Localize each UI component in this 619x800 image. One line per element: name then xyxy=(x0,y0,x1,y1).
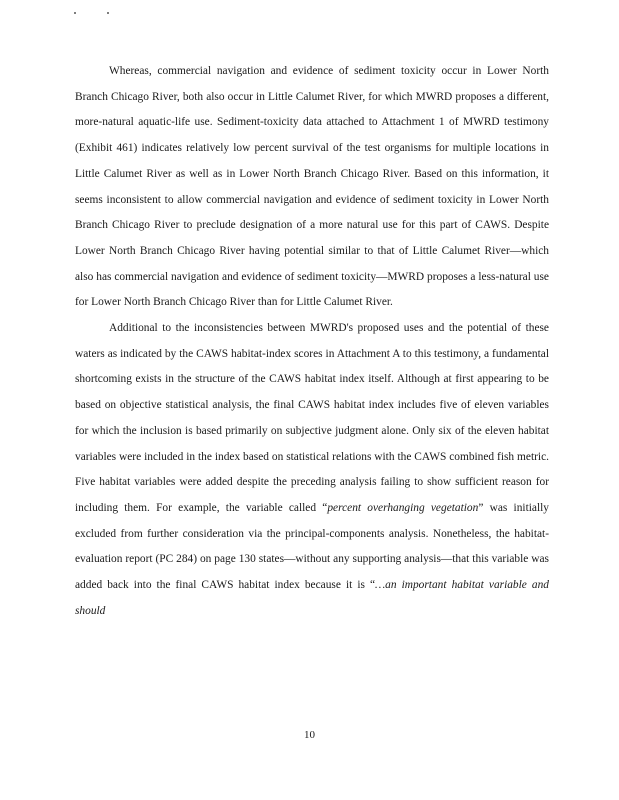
document-body xyxy=(75,59,549,624)
quoted-report-text: …an important habitat variable and should xyxy=(75,579,549,617)
paragraph-2-text-b: ” was initially excluded from further consideration via the principal-components analysis. Nonetheless, the habitat-evaluation report (PC 284) on page 130 states—without any supporting analysis—that this variable was added back into the final CAWS habitat index because it is “ xyxy=(75,501,549,592)
scan-mark xyxy=(74,12,76,14)
paragraph-2-text-a: Additional to the inconsistencies between MWRD's proposed uses and the potential of these waters as indicated by the CAWS habitat-index scores in Attachment A to this testimony, a fundamental shortcoming exists in the structure of the CAWS habitat index itself. Although at first appearing to be based on objective statistical analysis, the final CAWS habitat index includes five of eleven variables for which the inclusion is based primarily on subjective judgment alone. Only six of the eleven habitat variables were included in the index based on statistical relations with the CAWS combined fish metric. Five habitat variables were added despite the preceding analysis failing to show sufficient reason for including them. For example, the variable called “ xyxy=(75,322,549,514)
paragraph-2 xyxy=(75,316,549,624)
quoted-variable-name: percent overhanging vegetation xyxy=(327,501,479,514)
page-number: 10 xyxy=(304,729,315,741)
paragraph-1: Whereas, commercial navigation and evidence of sediment toxicity occur in Lower North Branch Chicago River, both also occur in Little Calumet River, for which MWRD proposes a different, more-natural aquatic-life use. Sediment-toxicity data attached to Attachment 1 of MWRD testimony (Exhibit 461) indicates relatively low percent survival of the test organisms for multiple locations in Little Calumet River as well as in Lower North Branch Chicago River. Based on this information, it seems inconsistent to allow commercial navigation and evidence of sediment toxicity in Lower North Branch Chicago River to preclude designation of a more natural use for this part of CAWS. Despite Lower North Branch Chicago River having potential similar to that of Little Calumet River—which also has commercial navigation and evidence of sediment toxicity—MWRD proposes a less-natural use for Lower North Branch Chicago River than for Little Calumet River. xyxy=(75,65,549,309)
scan-mark xyxy=(107,12,109,14)
